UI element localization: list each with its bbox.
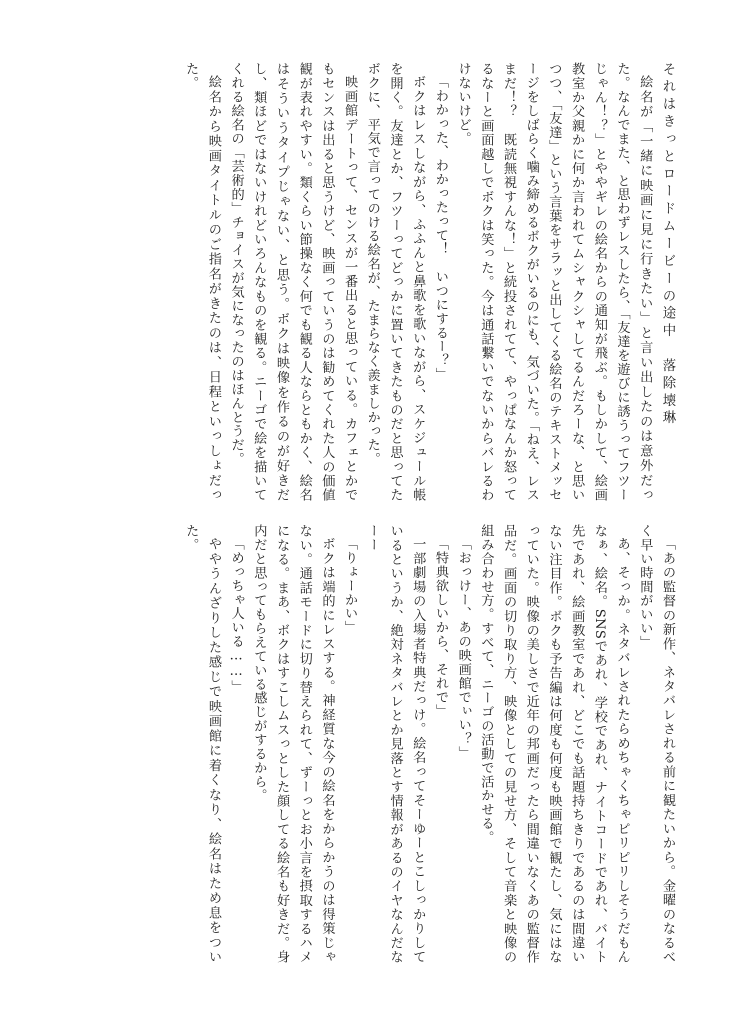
paragraph: ボクは端的にレスする。神経質な今の絵名をからかうのは得策じゃない。通話モードに切り替えられて、ずーっとお小言を摂取するハメになる。まあ、ボクはすこしムスっとした顔してる絵名も好きだ。身内だと思ってもらえている感じがするから。 bbox=[251, 524, 335, 964]
paragraph: ややうんざりした感じで映画館に着くなり、絵名はため息をついた。 bbox=[183, 524, 221, 964]
paragraph: 「特典欲しいから、それで」 bbox=[432, 537, 448, 719]
paragraph: 映画館デートって、センスが一番出ると思っている。カフェとかでもセンスは出ると思うけど、映画っていうのは勧めてくれた人の価値観が表れやすい。類くらい節操なく何でも観る人ならともかく、絵名はそういうタイプじゃない、と思う。ボクは映像を作るのが好きだし、類ほどではないけれどいろんなものを観る。ニーゴで絵を描いてくれる絵名の「芸術的」チョイスが気になったのはほんとうだ。 bbox=[228, 62, 358, 502]
paragraph: 「めっちゃ人いる……」 bbox=[228, 537, 244, 694]
title-and-author-line: それはきっとロードムービーの途中 落除壊琳 bbox=[660, 62, 675, 428]
latin-run: SNS bbox=[591, 608, 607, 640]
paragraph: 絵名が「一緒に映画に見に行きたい」と言い出したのは意外だった。なんでまた、と思わずレスしたら、「友達を遊びに誘うってフツーじゃん！？」とややギレの絵名からの通知が飛ぶ。もしかして、絵画教室か父親かに何か言われてムシャクシャしてるんだろーな、と思いつつ、「友達」という言葉をサラッと出してくる絵名のテキストメッセージをしばらく噛み締めるボクがいるのにも、気づいた。「ねえ、レスまだ！？ 既読無視すんな！」と続投されてて、やっぱなんか怒ってるなーと画面越しでボクは笑った。今は通話繋いでないからバレるわけないけど。 bbox=[455, 62, 653, 502]
paragraph: あ、そっか。ネタバレされたらめちゃくちゃピリピリしそうだもんなぁ、絵名。SNSであれ、学校であれ、ナイトコードであれ、バイト先であれ、絵画教室であれ、どこでも話題持ちきりであるのは間違いない注目作。ボクも予告編は何度も何度も映画館で観たし、気にはなっていた。映像の美しさで近年の邦画だったら間違いなくあの監督作品だ。画面の切り取り方、映像としての見せ方、そして音楽と映像の組み合わせ方。すべて、ニーゴの活動で活かせる。 bbox=[478, 524, 630, 964]
paragraph: 「わかった、わかったって！ いつにするー？」 bbox=[432, 75, 448, 382]
paragraph: 「おっけー、あの映画館でぃい？」 bbox=[455, 537, 471, 761]
paragraph: ボクはレスしながら、ふふんと鼻歌を歌いながら、スケジュール帳を開く。友達とか、フツーってどっかに置いてきたものだと思ってたボクに、平気で言ってのける絵名が、たまらなく羨ましかった。 bbox=[364, 62, 426, 502]
text-block-top bbox=[32, 62, 678, 502]
paragraph: 「あの監督の新作、ネタバレされる前に観たいから。金曜のなるべく早い時間がいい」 bbox=[637, 524, 675, 964]
paragraph: 絵名から映画タイトルのご指名がきたのは、日程といっしょだった。 bbox=[183, 62, 221, 502]
paragraph: 一部劇場の入場者特典だっけ。絵名ってそーゆーとこしっかりしているというか、絶対ネタバレとか見落とす情報があるのイヤなんだなーー bbox=[364, 524, 426, 964]
text-block-bottom bbox=[32, 524, 678, 964]
paragraph: 「りょーかい」 bbox=[342, 537, 358, 635]
